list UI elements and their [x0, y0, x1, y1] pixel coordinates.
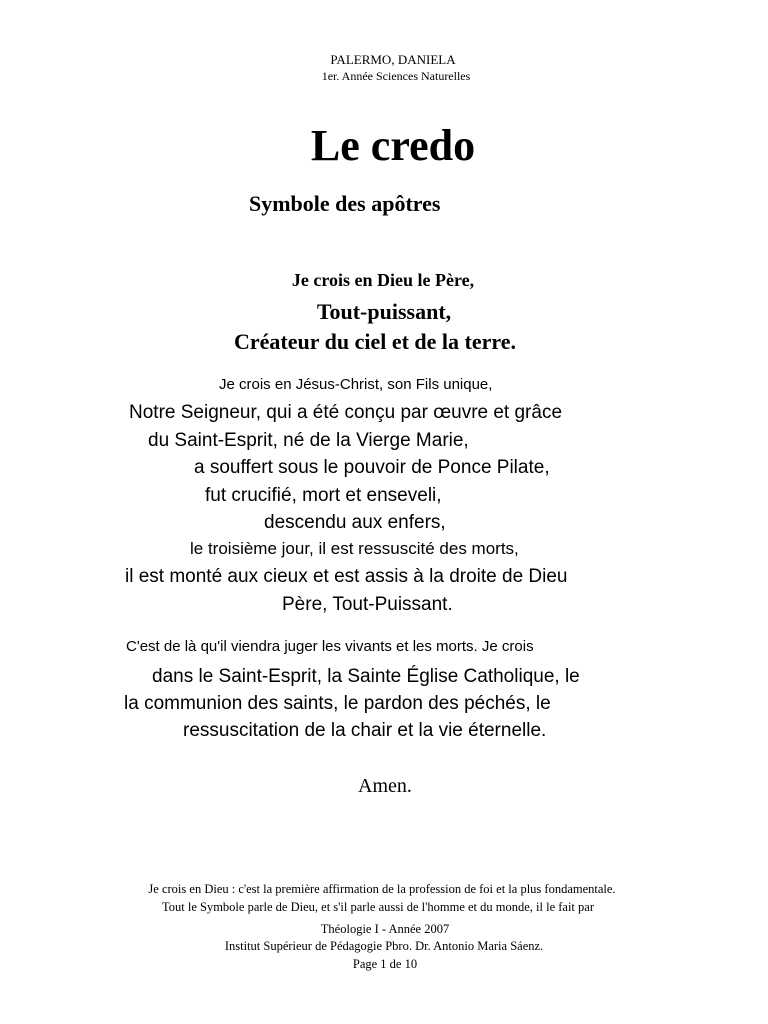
- note-line: Je crois en Dieu : c'est la première affirmation de la profession de foi et la plus fondamentale.: [148, 882, 616, 896]
- footer-institute: Institut Supérieur de Pédagogie Pbro. Dr. Antonio Maria Sáenz.: [224, 939, 544, 953]
- creed-line: descendu aux enfers,: [264, 512, 446, 533]
- page-title: Le credo: [310, 121, 476, 170]
- creed-line: Je crois en Jésus-Christ, son Fils unique,: [219, 376, 493, 393]
- author-name: PALERMO, DANIELA: [330, 52, 456, 67]
- footer-course: Théologie I - Année 2007: [320, 922, 450, 936]
- page-subtitle: Symbole des apôtres: [249, 191, 441, 216]
- course-line: 1er. Année Sciences Naturelles: [321, 69, 471, 83]
- creed-line: ressuscitation de la chair et la vie éternelle.: [183, 720, 547, 741]
- creed-line: C'est de là qu'il viendra juger les vivants et les morts. Je crois: [126, 638, 534, 655]
- creed-line: a souffert sous le pouvoir de Ponce Pilate,: [194, 457, 550, 478]
- creed-line: il est monté aux cieux et est assis à la droite de Dieu: [125, 566, 568, 587]
- page-number: Page 1 de 10: [352, 957, 418, 971]
- creed-line: Notre Seigneur, qui a été conçu par œuvre et grâce: [129, 402, 563, 423]
- creed-amen: Amen.: [358, 775, 412, 797]
- creed-line: Père, Tout-Puissant.: [282, 594, 453, 615]
- creed-line: dans le Saint-Esprit, la Sainte Église Catholique, le: [152, 666, 580, 687]
- creed-father-almighty: Tout-puissant,: [316, 299, 452, 324]
- creed-line: fut crucifié, mort et enseveli,: [205, 485, 442, 506]
- creed-line: le troisième jour, il est ressuscité des morts,: [190, 539, 519, 558]
- creed-line: la communion des saints, le pardon des péchés, le: [124, 693, 551, 714]
- creed-father-creator: Créateur du ciel et de la terre.: [233, 329, 517, 354]
- creed-line: du Saint-Esprit, né de la Vierge Marie,: [148, 430, 469, 451]
- creed-father-intro: Je crois en Dieu le Père,: [291, 270, 475, 290]
- note-line: Tout le Symbole parle de Dieu, et s'il parle aussi de l'homme et du monde, il le fait par: [162, 900, 594, 914]
